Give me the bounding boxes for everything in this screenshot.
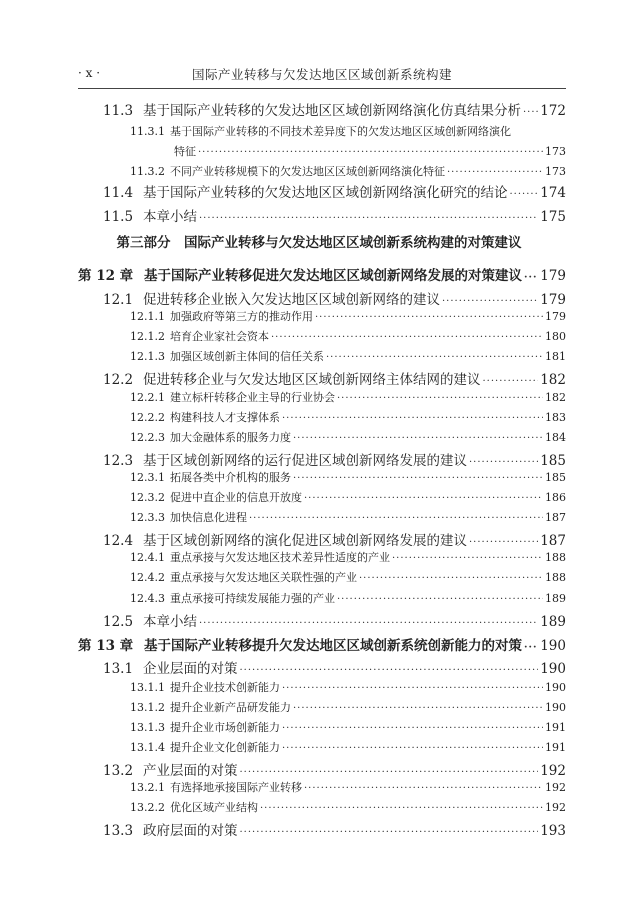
toc-entry-title: 产业层面的对策 xyxy=(143,763,238,779)
page-number: · x · xyxy=(78,66,101,80)
dot-leader xyxy=(469,457,538,468)
toc-entry-title: 提升企业市场创新能力 xyxy=(170,721,280,734)
toc-section-entry[interactable] xyxy=(103,657,566,677)
toc-section-entry[interactable] xyxy=(103,819,566,839)
toc-subsection-entry[interactable] xyxy=(130,409,566,425)
dot-leader xyxy=(249,513,543,524)
toc-entry-title: 促进转移企业嵌入欠发达地区区域创新网络的建议 xyxy=(143,292,440,308)
toc-entry-title: 重点承接与欠发达地区关联性强的产业 xyxy=(170,571,357,584)
toc-section-entry[interactable] xyxy=(103,610,566,630)
dot-leader xyxy=(523,107,538,118)
toc-entry-title: 加快信息化进程 xyxy=(170,511,247,524)
toc-entry-title: 基于区域创新网络的运行促进区域创新网络发展的建议 xyxy=(143,453,467,469)
toc-subsection-entry[interactable] xyxy=(130,590,566,606)
toc-entry-page: 179 xyxy=(540,268,566,284)
toc-subsection-entry[interactable] xyxy=(130,739,566,755)
toc-entry-title: 基于区域创新网络的演化促进区域创新网络发展的建议 xyxy=(143,533,467,549)
toc-entry-number: 13.1.2 xyxy=(130,701,165,714)
toc-entry-title: 加强政府等第三方的推动作用 xyxy=(170,310,313,323)
dot-leader xyxy=(326,352,543,363)
toc-subsection-entry[interactable] xyxy=(130,328,566,344)
dot-leader xyxy=(337,393,543,404)
toc-entry-number: 第 12 章 xyxy=(78,268,134,284)
toc-subsection-entry[interactable] xyxy=(130,163,566,179)
toc-entry-number: 12.2.2 xyxy=(130,411,165,424)
dot-leader xyxy=(524,642,538,653)
dot-leader xyxy=(304,493,543,504)
toc-section-entry[interactable] xyxy=(103,759,566,779)
dot-leader xyxy=(315,312,543,323)
toc-entry-number: 12.3 xyxy=(103,453,134,469)
running-title: 国际产业转移与欠发达地区区域创新系统构建 xyxy=(191,67,452,82)
toc-entry-number: 12.5 xyxy=(103,614,134,630)
toc-section-entry[interactable] xyxy=(103,99,566,119)
toc-entry-number: 13.2.1 xyxy=(130,781,165,794)
toc-entry-title: 加大金融体系的服务力度 xyxy=(170,431,291,444)
toc-entry-title: 提升企业新产品研发能力 xyxy=(170,701,291,714)
running-header xyxy=(78,60,566,89)
toc-entry-page: 182 xyxy=(545,391,566,404)
toc-entry-number: 13.1.3 xyxy=(130,721,165,734)
toc-entry-number: 11.3 xyxy=(103,103,134,119)
toc-entry-page: 190 xyxy=(540,661,566,677)
dot-leader xyxy=(293,703,543,714)
toc-entry-page: 174 xyxy=(540,185,566,201)
dot-leader xyxy=(483,376,539,387)
toc-entry-title: 政府层面的对策 xyxy=(143,823,238,839)
toc-entry-number: 12.2.1 xyxy=(130,391,165,404)
toc-entry-page: 192 xyxy=(540,763,566,779)
toc-entry-page: 193 xyxy=(540,823,566,839)
toc-subsection-entry[interactable] xyxy=(130,509,566,525)
toc-section-entry[interactable] xyxy=(103,288,566,308)
dot-leader xyxy=(260,803,543,814)
toc-entry-page: 184 xyxy=(545,431,566,444)
toc-entry-number: 12.4.2 xyxy=(130,571,165,584)
dot-leader xyxy=(469,537,538,548)
dot-leader xyxy=(282,413,543,424)
toc-entry-number: 12.4 xyxy=(103,533,134,549)
toc-entry-number: 12.1.1 xyxy=(130,310,165,323)
toc-subsection-entry[interactable] xyxy=(130,799,566,815)
toc-entry-number: 13.2 xyxy=(103,763,134,779)
toc-section-entry[interactable] xyxy=(103,529,566,549)
toc-entry-page: 190 xyxy=(545,681,566,694)
toc-entry-page: 190 xyxy=(540,638,566,654)
toc-entry-number: 12.1.2 xyxy=(130,330,165,343)
toc-entry-page: 185 xyxy=(540,453,566,469)
toc-entry-number: 12.3.2 xyxy=(130,491,165,504)
toc-subsection-entry[interactable] xyxy=(130,779,566,795)
toc-entry-title: 加强区域创新主体间的信任关系 xyxy=(170,350,324,363)
toc-entry-number: 11.3.2 xyxy=(130,165,165,178)
toc-entry-page: 186 xyxy=(545,491,566,504)
toc-entry-title: 企业层面的对策 xyxy=(143,661,238,677)
dot-leader xyxy=(282,743,543,754)
toc-subsection-entry[interactable] xyxy=(130,719,566,735)
toc-entry-page: 188 xyxy=(545,551,566,564)
toc-subsection-entry[interactable] xyxy=(130,429,566,445)
toc-entry-page: 192 xyxy=(545,801,566,814)
toc-entry-page: 189 xyxy=(545,592,566,605)
toc-subsection-entry[interactable] xyxy=(130,569,566,585)
dot-leader xyxy=(199,213,538,224)
toc-entry-number: 12.1.3 xyxy=(130,350,165,363)
toc-entry-title: 优化区域产业结构 xyxy=(170,801,258,814)
toc-entry-title: 特征 xyxy=(174,145,196,158)
toc-entry-number: 13.1 xyxy=(103,661,134,677)
toc-entry-title: 本章小结 xyxy=(143,614,197,630)
toc-entry-page: 190 xyxy=(545,701,566,714)
toc-entry-page: 187 xyxy=(540,533,566,549)
toc-entry-title: 本章小结 xyxy=(143,209,197,225)
toc-entry-page: 187 xyxy=(545,511,566,524)
toc-entry-title: 有选择地承接国际产业转移 xyxy=(170,781,302,794)
toc-entry-number: 12.3.1 xyxy=(130,471,165,484)
toc-subsection-entry[interactable] xyxy=(130,699,566,715)
toc-entry-number: 12.4.1 xyxy=(130,551,165,564)
dot-leader xyxy=(271,332,543,343)
toc-section-entry[interactable] xyxy=(103,368,566,388)
toc-subsection-entry[interactable] xyxy=(130,679,566,695)
toc-entry-page: 185 xyxy=(545,471,566,484)
toc-entry-title: 构建科技人才支撑体系 xyxy=(170,411,280,424)
toc-entry-page: 173 xyxy=(545,165,566,178)
dot-leader xyxy=(359,573,543,584)
toc-entry-page: 192 xyxy=(545,781,566,794)
toc-entry-number: 11.5 xyxy=(103,209,134,225)
toc-entry-title: 拓展各类中介机构的服务 xyxy=(170,471,291,484)
toc-subsection-entry[interactable] xyxy=(130,489,566,505)
toc-subsection-entry[interactable] xyxy=(130,348,566,364)
toc-entry-page: 182 xyxy=(540,372,566,388)
toc-entry-number: 13.2.2 xyxy=(130,801,165,814)
toc-entry-title: 重点承接可持续发展能力强的产业 xyxy=(170,592,335,605)
toc-entry-number: 11.4 xyxy=(103,185,134,201)
toc-section-entry[interactable] xyxy=(103,181,566,201)
toc-entry-page: 173 xyxy=(545,145,566,158)
toc-subsection-entry[interactable] xyxy=(130,469,566,485)
toc-subsection-entry[interactable] xyxy=(130,308,566,324)
toc-entry-page: 180 xyxy=(545,330,566,343)
toc-entry-page: 183 xyxy=(545,411,566,424)
dot-leader xyxy=(199,618,538,629)
toc-entry-number: 13.1.1 xyxy=(130,681,165,694)
toc-entry-page: 191 xyxy=(545,721,566,734)
toc-entry-page: 179 xyxy=(545,310,566,323)
toc-entry-title: 促进中直企业的信息开放度 xyxy=(170,491,302,504)
dot-leader xyxy=(447,167,543,178)
dot-leader xyxy=(293,473,543,484)
toc-entry-page: 179 xyxy=(540,292,566,308)
dot-leader xyxy=(282,723,543,734)
toc-entry-page: 189 xyxy=(540,614,566,630)
toc-subsection-entry[interactable] xyxy=(130,123,511,139)
toc-section-entry[interactable] xyxy=(103,205,566,225)
toc-entry-page: 175 xyxy=(540,209,566,225)
toc-subsection-entry[interactable] xyxy=(174,143,566,159)
toc-subsection-entry[interactable] xyxy=(130,389,566,405)
toc-entry-title: 基于国际产业转移的欠发达地区区域创新网络演化仿真结果分析 xyxy=(143,103,521,119)
toc-subsection-entry[interactable] xyxy=(130,549,566,565)
toc-entry-title: 促进转移企业与欠发达地区区域创新网络主体结网的建议 xyxy=(143,372,481,388)
dot-leader xyxy=(293,433,543,444)
dot-leader xyxy=(240,665,539,676)
toc-section-entry[interactable] xyxy=(103,449,566,469)
toc-chapter-entry[interactable] xyxy=(78,264,566,284)
toc-entry-number: 12.4.3 xyxy=(130,592,165,605)
dot-leader xyxy=(337,594,543,605)
toc-entry-number: 12.2.3 xyxy=(130,431,165,444)
toc-entry-page: 181 xyxy=(545,350,566,363)
toc-entry-number: 13.3 xyxy=(103,823,134,839)
toc-entry-number: 11.3.1 xyxy=(130,125,165,138)
toc-entry-title: 不同产业转移规模下的欠发达地区区域创新网络演化特征 xyxy=(170,165,445,178)
toc-entry-title: 提升企业文化创新能力 xyxy=(170,741,280,754)
dot-leader xyxy=(392,553,543,564)
toc-entry-title: 基于国际产业转移的欠发达地区区域创新网络演化研究的结论 xyxy=(143,185,508,201)
toc-entry-number: 12.3.3 xyxy=(130,511,165,524)
toc-entry-title: 提升企业技术创新能力 xyxy=(170,681,280,694)
toc-entry-number: 13.1.4 xyxy=(130,741,165,754)
toc-entry-page: 191 xyxy=(545,741,566,754)
part-heading: 第三部分 国际产业转移与欠发达地区区域创新系统构建的对策建议 xyxy=(116,235,522,251)
toc-entry-title: 重点承接与欠发达地区技术差异性适度的产业 xyxy=(170,551,390,564)
toc-entry-page: 188 xyxy=(545,571,566,584)
toc-entry-title: 基于国际产业转移的不同技术差异度下的欠发达地区区域创新网络演化 xyxy=(170,125,511,138)
dot-leader xyxy=(240,767,539,778)
dot-leader xyxy=(524,272,538,283)
toc-entry-title: 建立标杆转移企业主导的行业协会 xyxy=(170,391,335,404)
dot-leader xyxy=(304,783,543,794)
toc-entry-page: 172 xyxy=(540,103,566,119)
toc-entry-title: 基于国际产业转移提升欠发达地区区域创新系统创新能力的对策 xyxy=(144,638,522,654)
toc-entry-title: 培育企业家社会资本 xyxy=(170,330,269,343)
dot-leader xyxy=(442,296,538,307)
dot-leader xyxy=(240,827,539,838)
toc-entry-title: 基于国际产业转移促进欠发达地区区域创新网络发展的对策建议 xyxy=(144,268,522,284)
dot-leader xyxy=(198,147,543,158)
dot-leader xyxy=(282,683,543,694)
toc-entry-number: 12.1 xyxy=(103,292,134,308)
toc-chapter-entry[interactable] xyxy=(78,634,566,654)
toc-entry-number: 第 13 章 xyxy=(78,638,134,654)
toc-entry-number: 12.2 xyxy=(103,372,134,388)
dot-leader xyxy=(510,189,539,200)
